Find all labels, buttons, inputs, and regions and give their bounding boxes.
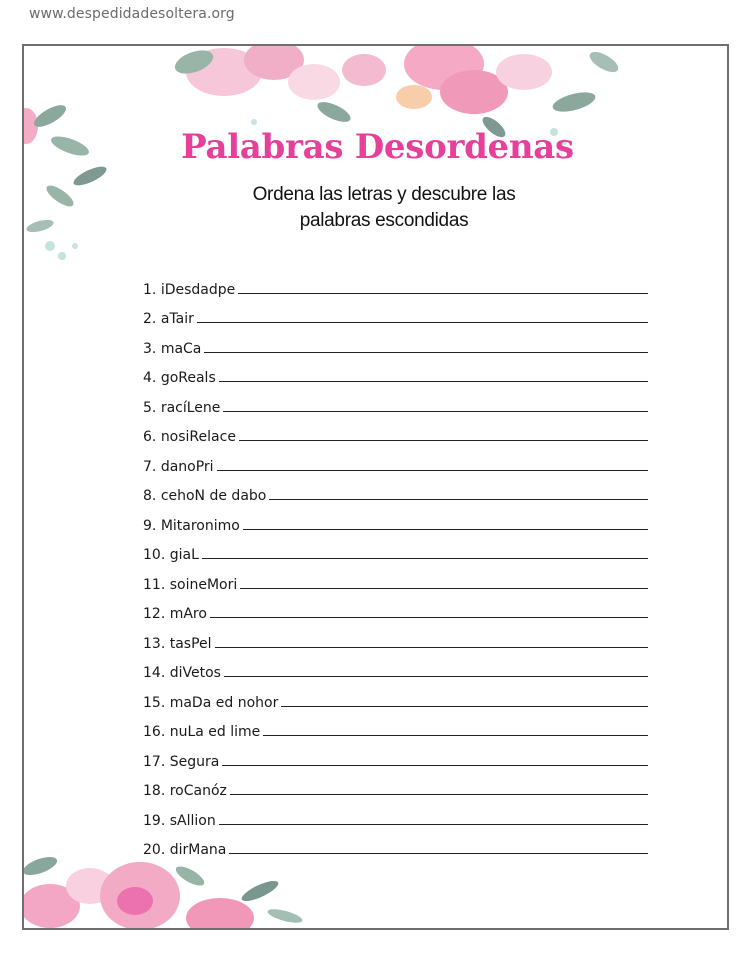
scrambled-word: sAllion — [169, 812, 216, 829]
scrambled-word: roCanóz — [169, 783, 227, 799]
answer-line[interactable] — [263, 735, 648, 736]
item-number: 14. — [143, 665, 166, 681]
list-item — [143, 327, 648, 357]
item-number: 16. — [143, 724, 166, 740]
answer-line[interactable] — [281, 706, 648, 707]
scrambled-word: goReals — [160, 370, 216, 386]
item-number: 5. — [143, 399, 157, 416]
list-item — [143, 622, 648, 652]
scrambled-word: danoPri — [160, 458, 214, 475]
item-number: 3. — [143, 340, 157, 357]
answer-line[interactable] — [222, 765, 648, 766]
scrambled-word: racíLene — [160, 399, 221, 416]
answer-line[interactable] — [269, 499, 648, 500]
answer-line[interactable] — [240, 588, 648, 589]
scrambled-word: nosiRelace — [160, 429, 236, 445]
answer-line[interactable] — [202, 558, 648, 559]
scrambled-word: dirMana — [169, 842, 227, 858]
item-number: 17. — [143, 753, 166, 770]
floral-bottom-icon — [22, 846, 310, 930]
item-number: 7. — [143, 458, 157, 475]
scrambled-word-list — [143, 268, 648, 858]
answer-line[interactable] — [204, 352, 648, 353]
item-number: 10. — [143, 547, 166, 563]
scrambled-word: nuLa ed lime — [169, 724, 261, 740]
answer-line[interactable] — [223, 411, 648, 412]
list-item — [143, 445, 648, 475]
item-number: 18. — [143, 783, 166, 799]
list-item — [143, 563, 648, 593]
subtitle-line-2: palabras escondidas — [299, 210, 469, 231]
answer-line[interactable] — [197, 322, 648, 323]
site-url: www.despedidadesoltera.org — [29, 6, 235, 22]
scrambled-word: maDa ed nohor — [169, 694, 279, 711]
item-number: 19. — [143, 812, 166, 829]
scrambled-word: mAro — [169, 606, 207, 622]
list-item — [143, 829, 648, 859]
item-number: 20. — [143, 842, 166, 858]
item-number: 11. — [143, 576, 166, 593]
list-item — [143, 770, 648, 800]
item-number: 6. — [143, 429, 157, 445]
scrambled-word: maCa — [160, 340, 202, 357]
scrambled-word: tasPel — [169, 635, 212, 652]
subtitle — [24, 182, 729, 234]
answer-line[interactable] — [229, 853, 648, 854]
list-item — [143, 504, 648, 534]
item-number: 8. — [143, 488, 157, 504]
list-item — [143, 268, 648, 298]
answer-line[interactable] — [215, 647, 648, 648]
page-title: Palabras Desordenas — [181, 127, 574, 167]
scrambled-word: giaL — [169, 547, 199, 563]
scrambled-word: Mitaronimo — [160, 517, 240, 534]
answer-line[interactable] — [239, 440, 648, 441]
scrambled-word: Segura — [169, 753, 220, 770]
list-item — [143, 475, 648, 505]
item-number: 9. — [143, 517, 157, 534]
answer-line[interactable] — [230, 794, 648, 795]
item-number: 15. — [143, 694, 166, 711]
item-number: 4. — [143, 370, 157, 386]
list-item — [143, 799, 648, 829]
scrambled-word: iDesdadpe — [160, 281, 236, 298]
list-item — [143, 416, 648, 446]
scrambled-word: aTair — [160, 311, 194, 327]
list-item — [143, 298, 648, 328]
scrambled-word: soineMori — [169, 576, 238, 593]
answer-line[interactable] — [224, 676, 648, 677]
subtitle-line-1: Ordena las letras y descubre las — [252, 184, 516, 205]
list-item — [143, 652, 648, 682]
list-item — [143, 534, 648, 564]
list-item — [143, 386, 648, 416]
item-number: 13. — [143, 635, 166, 652]
answer-line[interactable] — [219, 824, 648, 825]
scrambled-word: cehoN de dabo — [160, 488, 267, 504]
item-number: 12. — [143, 606, 166, 622]
list-item — [143, 357, 648, 387]
worksheet-card — [22, 44, 729, 930]
item-number: 1. — [143, 281, 157, 298]
item-number: 2. — [143, 311, 157, 327]
answer-line[interactable] — [238, 293, 648, 294]
list-item — [143, 681, 648, 711]
list-item — [143, 593, 648, 623]
list-item — [143, 740, 648, 770]
list-item — [143, 711, 648, 741]
scrambled-word: diVetos — [169, 665, 221, 681]
answer-line[interactable] — [210, 617, 648, 618]
answer-line[interactable] — [217, 470, 648, 471]
answer-line[interactable] — [219, 381, 648, 382]
answer-line[interactable] — [243, 529, 648, 530]
